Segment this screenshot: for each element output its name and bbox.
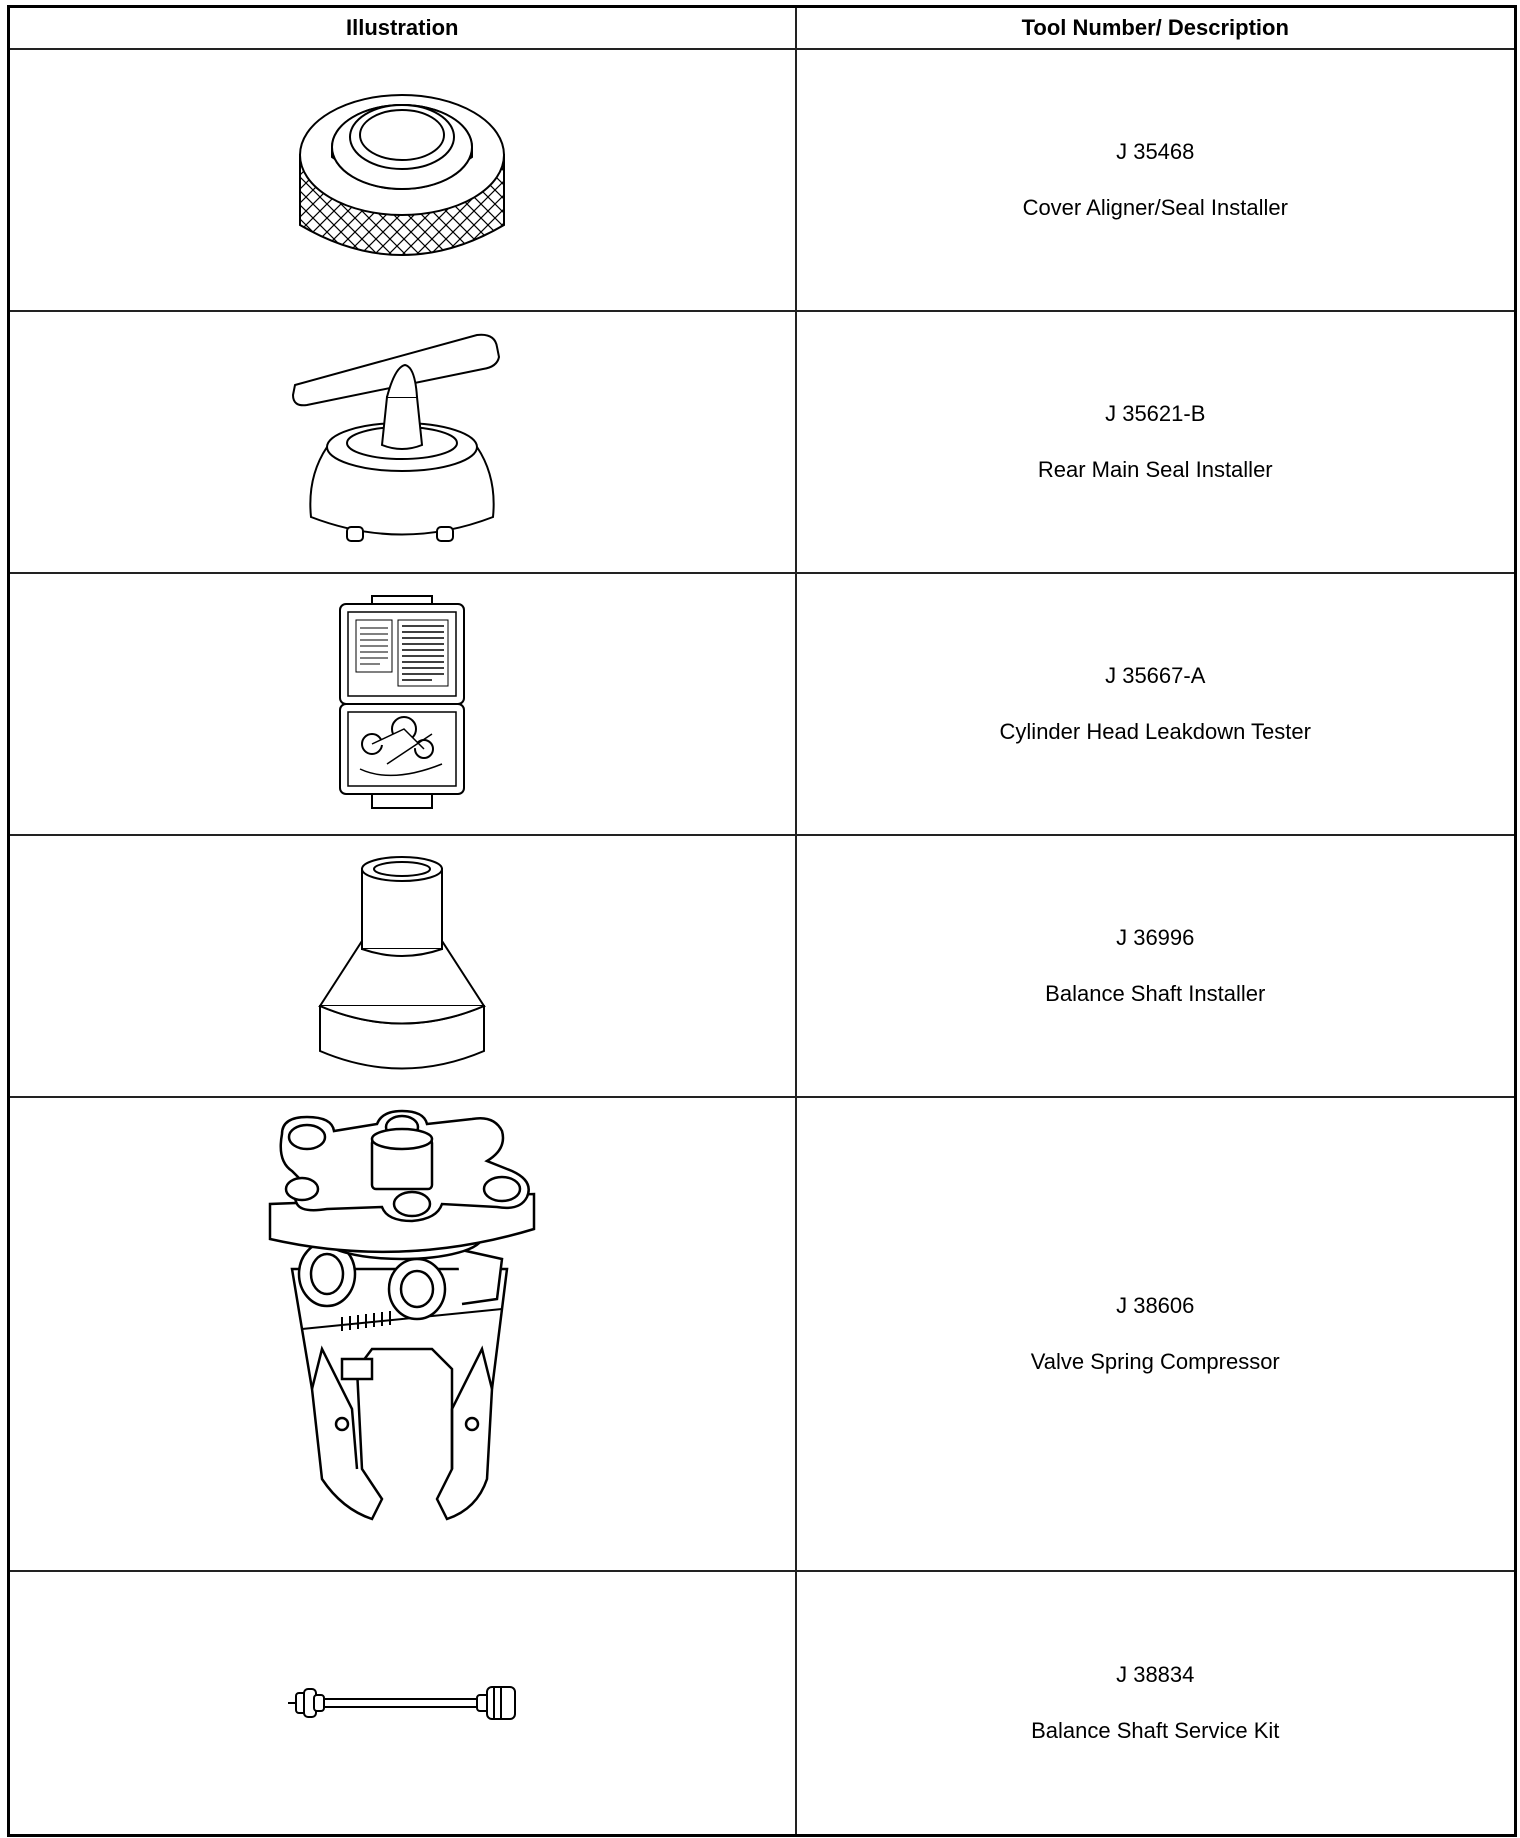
tool-description-cell [796, 49, 1516, 311]
tool-description: Balance Shaft Service Kit [1031, 1717, 1280, 1743]
table-row [9, 311, 1516, 573]
special-tools-table [7, 5, 1517, 1837]
tool-description-cell [796, 1097, 1516, 1571]
illustration-cell [9, 49, 796, 311]
illustration-cell [9, 1097, 796, 1571]
illustration-cell [9, 835, 796, 1097]
cover-aligner-icon [292, 85, 512, 275]
table-row [9, 573, 1516, 835]
header-tool-number-description: Tool Number/ Description [796, 7, 1516, 50]
table-row [9, 49, 1516, 311]
table-row [9, 835, 1516, 1097]
valve-spring-compressor-icon [262, 1109, 542, 1559]
tool-number: J 35667-A [1105, 663, 1206, 688]
tool-description: Valve Spring Compressor [1030, 1349, 1280, 1374]
tool-number: J 38834 [1116, 1661, 1195, 1687]
tool-description-cell [796, 1571, 1516, 1835]
illustration-cell [9, 573, 796, 835]
tool-number: J 38606 [1116, 1293, 1195, 1318]
balance-shaft-installer-icon [302, 851, 502, 1081]
table-row [9, 1571, 1516, 1835]
illustration-cell [9, 1571, 796, 1835]
tool-description: Cover Aligner/Seal Installer [1022, 195, 1288, 220]
illustration-cell [9, 311, 796, 573]
tool-description: Cylinder Head Leakdown Tester [999, 719, 1311, 744]
rear-main-seal-installer-icon [287, 327, 517, 557]
tool-description: Rear Main Seal Installer [1037, 457, 1273, 482]
table-header-row [9, 7, 1516, 50]
tool-description-cell [796, 311, 1516, 573]
balance-shaft-service-kit-icon [282, 1673, 522, 1733]
tool-number: J 35468 [1116, 139, 1195, 164]
tool-description-cell [796, 573, 1516, 835]
tool-description-cell [796, 835, 1516, 1097]
tool-description: Balance Shaft Installer [1045, 981, 1266, 1006]
header-illustration: Illustration [9, 7, 796, 50]
tool-number: J 36996 [1116, 925, 1195, 950]
tool-number: J 35621-B [1105, 401, 1206, 426]
table-row [9, 1097, 1516, 1571]
leakdown-tester-case-icon [332, 594, 472, 814]
